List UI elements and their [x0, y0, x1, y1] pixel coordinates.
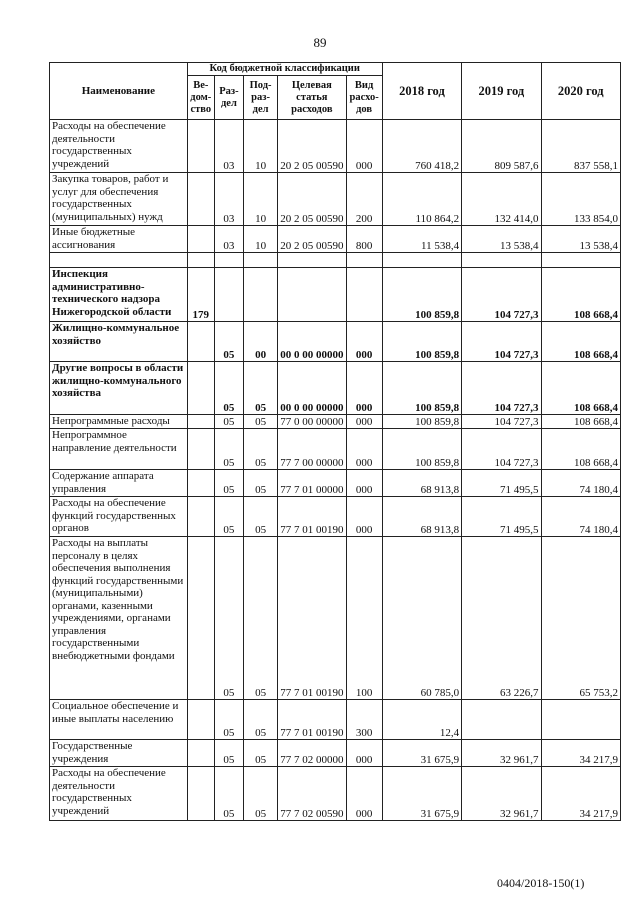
table-row: Расходы на обеспечение деятельности государственных учреждений 05 05 77 7 02 00590 000 31 675,9 32 961,7 34 217,9 — [50, 767, 621, 821]
table-row: Другие вопросы в области жилищно-коммунального хозяйства 05 05 00 0 00 00000 000 100 859,8 104 727,3 108 668,4 — [50, 362, 621, 415]
header-podrazdel: Под- раз- дел — [244, 76, 278, 120]
table-row: Жилищно-коммунальное хозяйство 05 00 00 0 00 00000 000 100 859,8 104 727,3 108 668,4 — [50, 322, 621, 362]
table-row: Иные бюджетные ассигнования 03 10 20 2 05 00590 800 11 538,4 13 538,4 13 538,4 — [50, 226, 621, 253]
header-classification: Код бюджетной классификации — [187, 63, 382, 76]
header-target-article: Целевая статья расходов — [278, 76, 346, 120]
header-expense-type: Вид расхо- дов — [346, 76, 382, 120]
header-2018: 2018 год — [382, 63, 461, 120]
table-spacer-row — [50, 253, 621, 268]
header-2019: 2019 год — [462, 63, 541, 120]
table-row: Закупка товаров, работ и услуг для обеспечения государственных (муниципальных) нужд 03 10 20 2 05 00590 200 110 864,2 132 414,0 133 854,0 — [50, 173, 621, 226]
table-row: Расходы на обеспечение функций государственных органов 05 05 77 7 01 00190 000 68 913,8 71 495,5 74 180,4 — [50, 497, 621, 537]
header-name: Наименование — [50, 63, 188, 120]
page-number: 89 — [313, 35, 327, 50]
header-razdel: Раз- дел — [214, 76, 243, 120]
table-row: Непрограммные расходы 05 05 77 0 00 00000 000 100 859,8 104 727,3 108 668,4 — [50, 415, 621, 429]
document-code: 0404/2018-150(1) — [497, 876, 585, 890]
table-row: Содержание аппарата управления 05 05 77 7 01 00000 000 68 913,8 71 495,5 74 180,4 — [50, 470, 621, 497]
table-row: Расходы на обеспечение деятельности государственных учреждений 03 10 20 2 05 00590 000 760 418,2 809 587,6 837 558,1 — [50, 120, 621, 173]
table-row: Инспекция административно-технического надзора Нижегородской области 179 100 859,8 104 727,3 108 668,4 — [50, 268, 621, 322]
table-row: Социальное обеспечение и иные выплаты населению 05 05 77 7 01 00190 300 12,4 — [50, 700, 621, 740]
table-row: Непрограммное направление деятельности 05 05 77 7 00 00000 000 100 859,8 104 727,3 108 668,4 — [50, 429, 621, 470]
budget-table — [49, 62, 621, 821]
header-vedomstvo: Ве- дом- ство — [187, 76, 214, 120]
table-row: Расходы на выплаты персоналу в целях обеспечения выполнения функций государственными (муниципальными) органами, казенными учреждениями, органами управления государственными внебюджетными фондами 05 05 77 7 01 00190 100 60 785,0 63 226,7 65 753,2 — [50, 537, 621, 700]
table-row: Государственные учреждения 05 05 77 7 02 00000 000 31 675,9 32 961,7 34 217,9 — [50, 740, 621, 767]
header-2020: 2020 год — [541, 63, 620, 120]
